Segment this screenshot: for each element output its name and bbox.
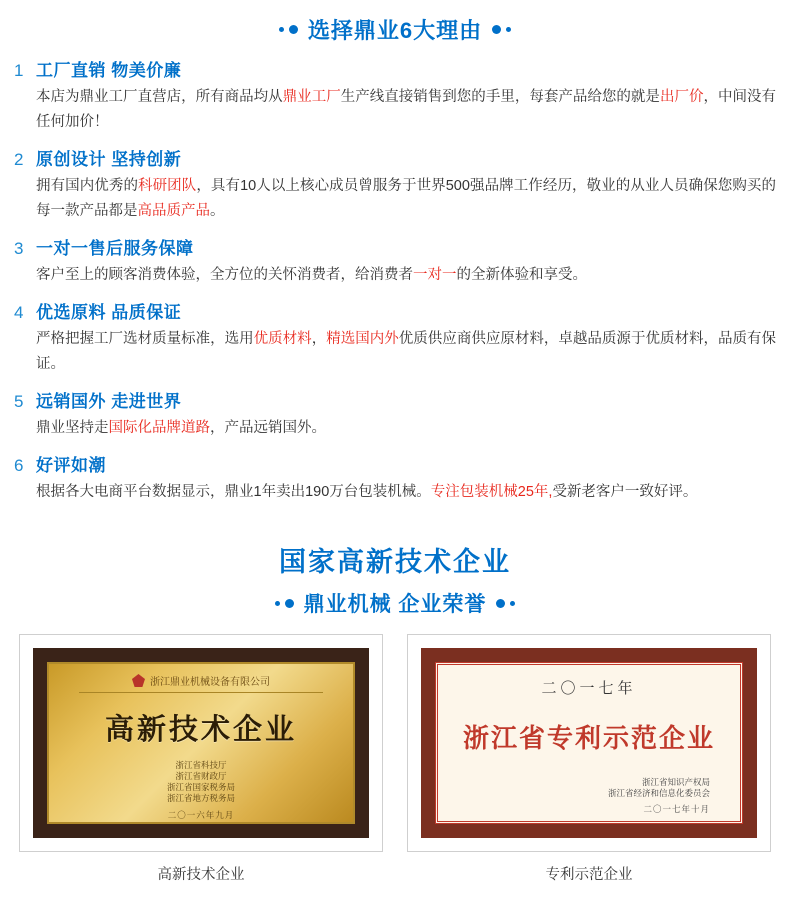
- certificate-frame: [19, 634, 383, 852]
- reason-number: 3: [14, 239, 24, 258]
- reason-body: [14, 263, 776, 288]
- honor-main-title: 国家高新技术企业: [279, 547, 511, 577]
- reason-title: 一对一售后服务保障: [36, 239, 194, 258]
- reason-title: 远销国外 走进世界: [36, 392, 182, 411]
- reason-header: [14, 59, 776, 83]
- highlighted-text: 精选国内外: [326, 331, 399, 347]
- certificate-date: 二〇一七年十月: [643, 804, 710, 814]
- reason-body: [14, 85, 776, 135]
- certificate-main-text: 高新技术企业: [104, 714, 297, 746]
- reason-title: 优选原料 品质保证: [36, 303, 182, 322]
- reason-header: [14, 237, 776, 261]
- certificate-issuer: [450, 777, 728, 799]
- plain-text: 受新老客户一致好评。: [552, 484, 698, 500]
- reason-title: 工厂直销 物美价廉: [36, 61, 182, 80]
- heading-dots-right: [492, 25, 511, 34]
- certificate-issuer: [167, 760, 235, 804]
- reason-item: [14, 237, 776, 288]
- reason-number: 5: [14, 392, 24, 411]
- plain-text: ，产品远销国外。: [210, 420, 326, 436]
- reason-title: 好评如潮: [36, 456, 106, 475]
- plain-text: 鼎业坚持走: [36, 420, 109, 436]
- highlighted-text: 科研团队: [138, 178, 197, 194]
- dot-small-icon: [275, 601, 280, 606]
- reasons-heading: [0, 0, 790, 55]
- reason-item: [14, 301, 776, 377]
- dot-large-icon: [289, 25, 298, 34]
- certificate-year: 二〇一七年: [541, 680, 637, 697]
- heading-dots-left: [279, 25, 298, 34]
- plain-text: ，: [311, 331, 327, 347]
- reasons-heading-text: 选择鼎业6大理由: [307, 18, 483, 43]
- certificate-caption: 高新技术企业: [157, 867, 245, 883]
- highlighted-text: 优质材料: [253, 331, 312, 347]
- issuer-line: 浙江省地方税务局: [166, 793, 235, 803]
- highlighted-text: 专注包装机械25年,: [430, 484, 553, 500]
- dot-large-icon: [492, 25, 501, 34]
- reasons-list: [0, 55, 790, 505]
- dot-large-icon: [285, 599, 294, 608]
- reason-number: 2: [14, 150, 24, 169]
- reason-item: [14, 454, 776, 505]
- certificate-date: 二〇一六年九月: [167, 810, 235, 820]
- plain-text: 优质供应商供应原材料，卓越品质源于优质材料，品质有保证。: [36, 331, 777, 372]
- certificate-caption: 专利示范企业: [545, 867, 633, 883]
- reason-title: 原创设计 坚持创新: [36, 150, 182, 169]
- plain-text: 严格把握工厂选材质量标准，选用: [36, 331, 254, 347]
- reason-body: [14, 327, 776, 377]
- plain-text: 拥有国内优秀的: [36, 178, 139, 194]
- plain-text: 客户至上的顾客消费体验，全方位的关怀消费者，给消费者: [36, 267, 413, 283]
- certificate-plaque: [421, 648, 757, 838]
- highlighted-text: 国际化品牌道路: [108, 420, 210, 436]
- reason-number: 4: [14, 303, 24, 322]
- plain-text: ，中间没有任何加价！: [36, 89, 777, 130]
- issuer-line: 浙江省知识产权局: [641, 777, 710, 787]
- plain-text: 的全新体验和享受。: [456, 267, 587, 283]
- reason-body: [14, 480, 776, 505]
- plain-text: 。: [210, 203, 225, 219]
- certificate-company-line: [79, 673, 323, 693]
- plain-text: 生产线直接销售到您的手里，每套产品给您的就是: [340, 89, 660, 105]
- issuer-line: 浙江省财政厅: [175, 771, 227, 781]
- reason-body: [14, 416, 776, 441]
- issuer-line: 浙江省国家税务局: [166, 782, 235, 792]
- reason-item: [14, 390, 776, 441]
- dot-large-icon: [496, 599, 505, 608]
- highlighted-text: 高品质产品: [137, 203, 210, 219]
- certificate-plate: [435, 662, 743, 824]
- reason-header: [14, 390, 776, 414]
- certificate-plate: [47, 662, 355, 824]
- reason-number: 1: [14, 61, 24, 80]
- certificate-gallery: [0, 620, 790, 884]
- plain-text: 本店为鼎业工厂直营店，所有商品均从: [36, 89, 283, 105]
- certificate-card[interactable]: [19, 634, 383, 884]
- certificate-main-text: 浙江省专利示范企业: [462, 723, 715, 753]
- highlighted-text: 鼎业工厂: [282, 89, 341, 105]
- certificate-plaque: [33, 648, 369, 838]
- reason-body: [14, 174, 776, 224]
- reason-item: [14, 59, 776, 135]
- plain-text: 根据各大电商平台数据显示，鼎业1年卖出190万台包装机械。: [36, 484, 431, 500]
- certificate-card[interactable]: [407, 634, 771, 884]
- dot-small-icon: [279, 27, 284, 32]
- honor-sub-heading-text: 鼎业机械 企业荣誉: [303, 593, 487, 616]
- company-logo-icon: [132, 674, 145, 687]
- heading-dots-left: [275, 599, 294, 608]
- reason-number: 6: [14, 456, 24, 475]
- reason-item: [14, 148, 776, 224]
- heading-dots-right: [496, 599, 515, 608]
- certificate-frame: [407, 634, 771, 852]
- reason-header: [14, 301, 776, 325]
- reason-header: [14, 148, 776, 172]
- honor-sub-heading: [0, 579, 790, 620]
- certificate-company-name: 浙江鼎业机械设备有限公司: [149, 677, 270, 688]
- reason-header: [14, 454, 776, 478]
- issuer-line: 浙江省经济和信息化委员会: [607, 788, 710, 798]
- issuer-line: 浙江省科技厅: [175, 760, 227, 770]
- dot-small-icon: [510, 601, 515, 606]
- highlighted-text: 一对一: [413, 267, 457, 283]
- highlighted-text: 出厂价: [659, 89, 704, 105]
- dot-small-icon: [506, 27, 511, 32]
- plain-text: ，具有10人以上核心成员曾服务于世界500强品牌工作经历，敬业的从业人员确保您购买的每一款产品都是: [36, 178, 777, 219]
